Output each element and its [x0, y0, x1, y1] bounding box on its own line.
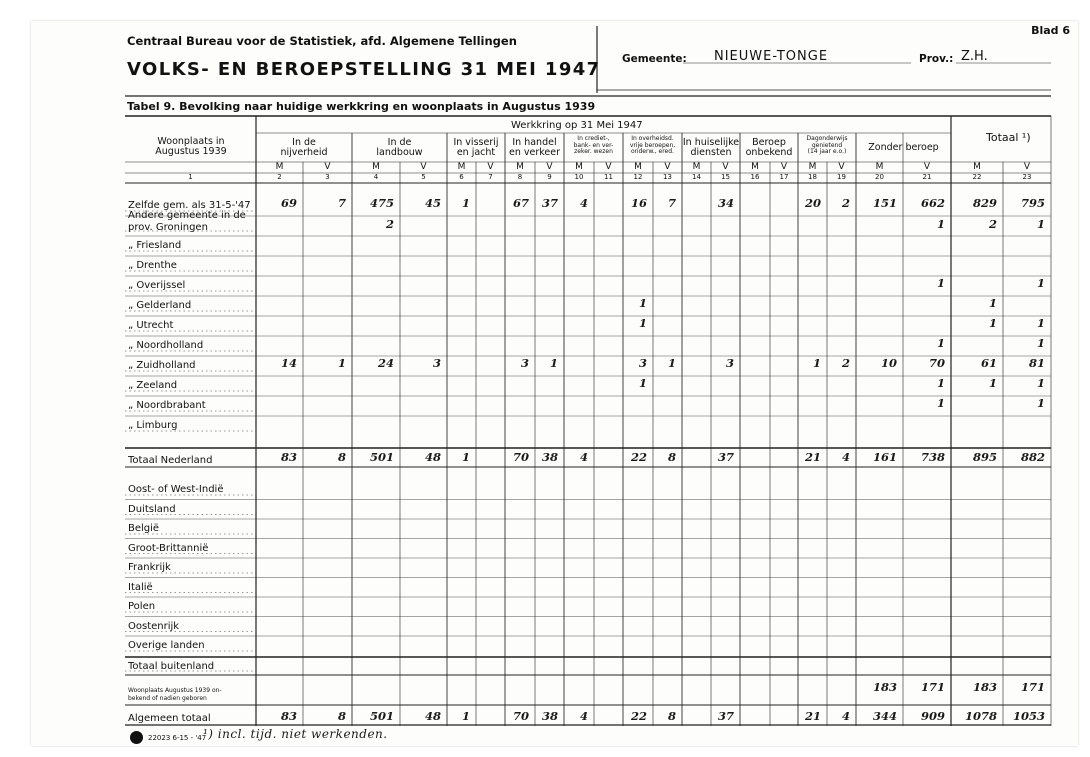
table-cell: 1 — [638, 296, 647, 310]
grand-total-cell: 4 — [841, 709, 850, 723]
table-cell: 37 — [541, 196, 558, 210]
grand-total-cell: 8 — [337, 709, 346, 723]
grand-total-cell: 1 — [461, 709, 470, 723]
column-number: 8 — [517, 173, 523, 181]
foreign-row-label: Overige landen — [128, 640, 205, 651]
column-number: 19 — [837, 173, 846, 181]
total-nl-cell: 501 — [369, 450, 394, 464]
bureau-name: Centraal Bureau voor de Statistiek, afd. Algemene Tellingen — [127, 34, 517, 48]
category-header-2: In de landbouw — [376, 137, 423, 158]
category-header-5: In crediet-, bank- en ver- zeker. wezen — [573, 135, 614, 155]
table-cell: 1 — [638, 376, 647, 390]
table-caption: Tabel 9. Bevolking naar huidige werkkring en woonplaats in Augustus 1939 — [127, 100, 596, 113]
category-header-1: In de nijverheid — [280, 137, 328, 158]
sex-subheader: M — [634, 162, 642, 172]
column-number: 5 — [421, 173, 426, 181]
table-cell: 67 — [512, 196, 529, 210]
category-header-6: In overheidsd. vrije beroepen, onderw., ered. — [629, 135, 676, 155]
table-cell: 10 — [880, 356, 897, 370]
table-cell: 1 — [988, 296, 997, 310]
grand-total-cell: 4 — [579, 709, 588, 723]
category-header-7: In huiselijke diensten — [682, 137, 740, 158]
table-cell: 45 — [424, 196, 441, 210]
row-label: Zelfde gem. als 31-5-'47 — [128, 200, 251, 211]
table-cell: 3 — [432, 356, 441, 370]
total-nl-cell: 8 — [337, 450, 346, 464]
grand-total-cell: 8 — [667, 709, 676, 723]
printer-logo-icon — [130, 731, 143, 744]
total-nl-cell: 161 — [872, 450, 897, 464]
sex-subheader: V — [780, 162, 788, 172]
row-label: „ Zuidholland — [128, 360, 196, 371]
total-header: Totaal ¹) — [986, 131, 1031, 144]
table-cell: 16 — [630, 196, 647, 210]
grand-total-cell: 37 — [717, 709, 734, 723]
sex-subheader: V — [1023, 162, 1031, 172]
foreign-row-label: België — [128, 523, 160, 534]
sex-subheader: M — [575, 162, 583, 172]
table-cell: 7 — [667, 196, 676, 210]
table-cell: 1 — [461, 196, 470, 210]
total-nl-label: Totaal Nederland — [128, 455, 213, 466]
column-number: 22 — [972, 173, 982, 181]
column-number: 17 — [779, 173, 789, 181]
total-nl-cell: 70 — [512, 450, 529, 464]
grand-total-cell: 83 — [280, 709, 297, 723]
row-label: „ Friesland — [128, 240, 182, 251]
foreign-row-label: Polen — [128, 601, 156, 612]
column-number: 23 — [1022, 173, 1032, 181]
table-cell: 151 — [872, 196, 897, 210]
row-label: „ Gelderland — [128, 300, 192, 311]
table-cell: 475 — [369, 196, 394, 210]
sex-subheader: M — [372, 162, 380, 172]
foreign-row-label: Frankrijk — [128, 562, 171, 573]
grand-total-cell: 38 — [541, 709, 558, 723]
foreign-row-label: Italië — [128, 581, 153, 593]
census-form-sheet — [31, 21, 1078, 746]
row-label: „ Overijssel — [128, 280, 186, 291]
born-after-cell: 183 — [972, 680, 997, 694]
sex-subheader: M — [875, 162, 884, 172]
table-cell: 2 — [385, 217, 394, 231]
table-cell: 3 — [520, 356, 529, 370]
table-cell: 1 — [812, 356, 821, 370]
sheet-number: Blad 6 — [1031, 24, 1070, 37]
footnote: ¹) incl. tijd. niet werkenden. — [203, 727, 388, 741]
sex-subheader: V — [605, 162, 612, 172]
foreign-row-label: Duitsland — [128, 503, 176, 515]
table-cell: 2 — [988, 217, 997, 231]
table-cell: 1 — [936, 217, 945, 231]
sex-subheader: M — [973, 162, 981, 172]
form-title: VOLKS- EN BEROEPSTELLING 31 MEI 1947 — [127, 59, 601, 80]
table-cell: 1 — [1036, 396, 1045, 410]
table-cell: 1 — [936, 396, 945, 410]
grand-total-cell: 22 — [630, 709, 647, 723]
row-label: „ Utrecht — [128, 320, 174, 331]
column-number: 20 — [875, 173, 884, 181]
sex-subheader: M — [275, 162, 284, 172]
row-label: „ Limburg — [128, 420, 178, 431]
foreign-row-label: Groot-Brittannië — [128, 542, 209, 554]
table-cell: 2 — [841, 356, 850, 370]
column-number: 4 — [373, 173, 379, 181]
total-nl-cell: 895 — [972, 450, 997, 464]
table-cell: 61 — [980, 356, 997, 370]
born-after-cell: 171 — [920, 680, 945, 694]
table-cell: 3 — [638, 356, 647, 370]
born-after-label: bekend of nadien geboren — [128, 695, 207, 702]
table-cell: 7 — [337, 196, 346, 210]
column-number: 7 — [488, 173, 493, 181]
grand-total-cell: 501 — [369, 709, 394, 723]
sex-subheader: V — [487, 162, 494, 172]
total-nl-cell: 48 — [424, 450, 441, 464]
gemeente-value: NIEUWE-TONGE — [714, 49, 829, 64]
table-cell: 1 — [936, 276, 945, 290]
born-after-label: Woonplaats Augustus 1939 on- — [128, 687, 222, 694]
sex-subheader: V — [420, 162, 427, 172]
table-cell: 4 — [579, 196, 588, 210]
category-header-3: In visserij en jacht — [453, 137, 499, 158]
total-nl-cell: 8 — [667, 450, 676, 464]
table-cell: 1 — [549, 356, 558, 370]
grand-total-cell: 344 — [872, 709, 897, 723]
stub-header: Woonplaats in Augustus 1939 — [155, 136, 227, 157]
table-cell: 1 — [936, 376, 945, 390]
table-cell: 69 — [280, 196, 297, 210]
table-cell: 1 — [1036, 336, 1045, 350]
column-number: 3 — [325, 173, 330, 181]
column-number: 2 — [277, 173, 282, 181]
grand-total-cell: 1078 — [964, 709, 997, 723]
grand-total-cell: 909 — [920, 709, 945, 723]
print-code: 22023 6-15 - '47 — [148, 734, 207, 742]
sex-subheader: V — [324, 162, 331, 172]
born-after-cell: 171 — [1020, 680, 1045, 694]
total-nl-cell: 38 — [541, 450, 558, 464]
column-number: 10 — [574, 173, 584, 181]
table-cell: 1 — [337, 356, 346, 370]
sex-subheader: V — [546, 162, 553, 172]
table-cell: 20 — [804, 196, 821, 210]
column-number: 6 — [459, 173, 464, 181]
sex-subheader: M — [457, 162, 466, 172]
table-cell: 1 — [1036, 376, 1045, 390]
table-cell: 1 — [988, 316, 997, 330]
province-label: Prov.: — [919, 53, 954, 65]
table-cell: 662 — [920, 196, 945, 210]
sex-subheader: V — [923, 162, 931, 172]
gemeente-label: Gemeente: — [622, 53, 687, 65]
total-foreign-label: Totaal buitenland — [128, 661, 215, 672]
column-number: 11 — [604, 173, 613, 181]
sex-subheader: M — [516, 162, 524, 172]
table-cell: 2 — [841, 196, 850, 210]
sex-subheader: M — [751, 162, 759, 172]
grand-total-label: Algemeen totaal — [128, 713, 211, 724]
row-label: „ Zeeland — [128, 380, 178, 391]
table-cell: 14 — [280, 356, 297, 370]
column-number: 12 — [633, 173, 643, 181]
total-nl-cell: 37 — [717, 450, 734, 464]
row-label: prov. Groningen — [128, 222, 208, 233]
total-nl-cell: 738 — [920, 450, 945, 464]
total-nl-cell: 21 — [804, 450, 821, 464]
column-number: 14 — [692, 173, 701, 181]
table-cell: 34 — [717, 196, 734, 210]
table-cell: 1 — [667, 356, 676, 370]
column-number: 21 — [922, 173, 932, 181]
total-nl-cell: 882 — [1020, 450, 1045, 464]
column-number: 15 — [721, 173, 730, 181]
table-cell: 81 — [1028, 356, 1045, 370]
table-cell: 795 — [1020, 196, 1045, 210]
table-cell: 1 — [936, 336, 945, 350]
category-header-8: Beroep onbekend — [745, 137, 793, 158]
table-cell: 1 — [1036, 316, 1045, 330]
table-cell: 24 — [377, 356, 394, 370]
category-header-10: Zonder beroep — [868, 142, 939, 153]
table-cell: 70 — [928, 356, 945, 370]
table-cell: 1 — [638, 316, 647, 330]
group-header: Werkkring op 31 Mei 1947 — [511, 120, 643, 131]
category-header-4: In handel en verkeer — [508, 137, 561, 158]
category-header-9: Dagonderwijs genietend (14 jaar e.o.) — [806, 135, 848, 155]
province-value: Z.H. — [961, 49, 988, 64]
sex-subheader: V — [664, 162, 671, 172]
total-nl-cell: 4 — [579, 450, 588, 464]
column-number: 1 — [188, 173, 193, 181]
sex-subheader: V — [838, 162, 845, 172]
column-number: 13 — [663, 173, 672, 181]
table-cell: 3 — [725, 356, 734, 370]
sex-subheader: V — [722, 162, 729, 172]
sex-subheader: M — [692, 162, 701, 172]
table-cell: 829 — [972, 196, 997, 210]
total-nl-cell: 4 — [841, 450, 850, 464]
table-cell: 1 — [1036, 276, 1045, 290]
grand-total-cell: 1053 — [1012, 709, 1045, 723]
row-label: Andere gemeente in de — [128, 210, 246, 221]
column-number: 9 — [547, 173, 552, 181]
row-label: „ Noordbrabant — [128, 400, 206, 411]
grand-total-cell: 48 — [424, 709, 441, 723]
table-cell: 1 — [1036, 217, 1045, 231]
foreign-row-label: Oostenrijk — [128, 620, 180, 632]
total-nl-cell: 1 — [461, 450, 470, 464]
row-label: „ Noordholland — [128, 340, 204, 351]
table-cell: 1 — [988, 376, 997, 390]
total-nl-cell: 22 — [630, 450, 647, 464]
total-nl-cell: 83 — [280, 450, 297, 464]
grand-total-cell: 21 — [804, 709, 821, 723]
grand-total-cell: 70 — [512, 709, 529, 723]
born-after-cell: 183 — [872, 680, 897, 694]
column-number: 16 — [750, 173, 760, 181]
row-label: „ Drenthe — [128, 260, 177, 271]
foreign-row-label: Oost- of West-Indië — [128, 484, 224, 495]
column-number: 18 — [808, 173, 817, 181]
sex-subheader: M — [808, 162, 817, 172]
